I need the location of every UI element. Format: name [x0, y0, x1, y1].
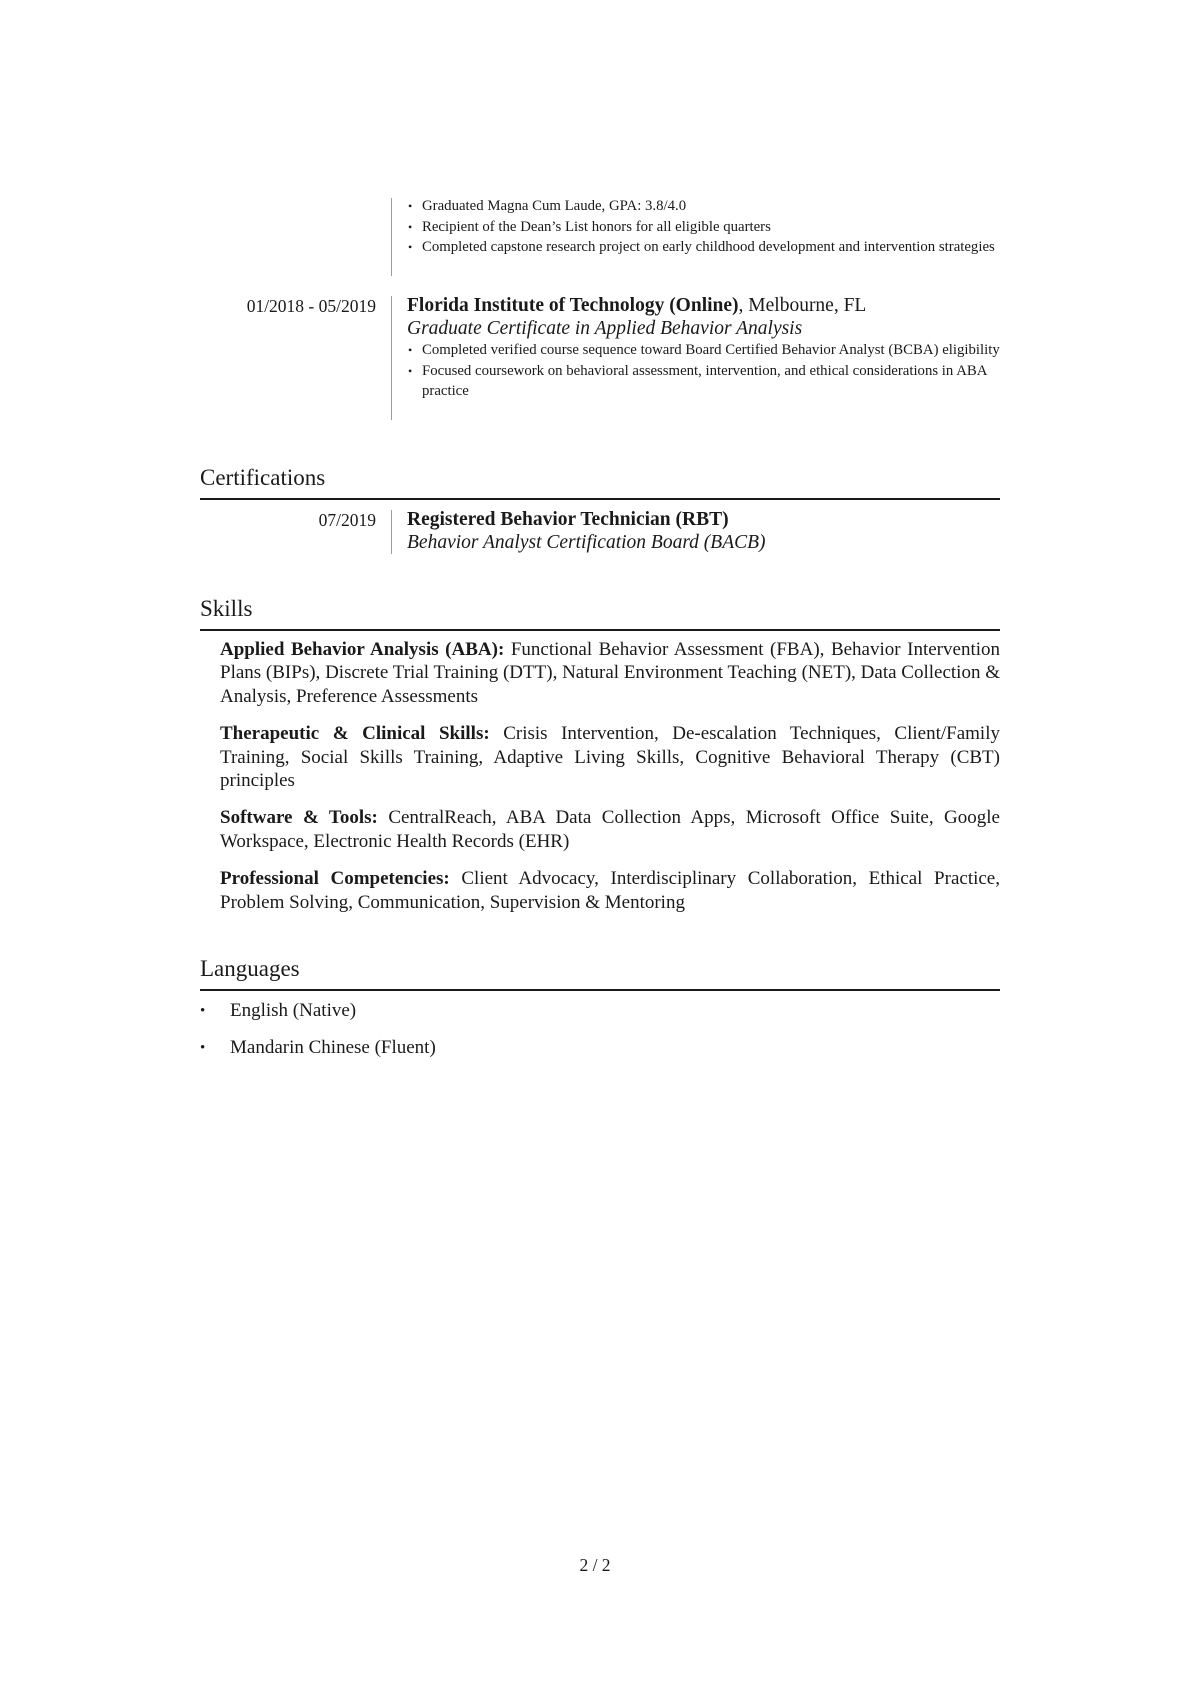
degree-name: Graduate Certificate in Applied Behavior Analysis [407, 318, 803, 339]
institution-location: , Melbourne, FL [738, 295, 867, 316]
entry-body [407, 508, 1000, 554]
education-entry-fit [200, 294, 1000, 424]
list-item: • Graduated Magna Cum Laude, GPA: 3.8/4.0 [407, 196, 1000, 217]
skill-group-text: Crisis Intervention, De-escalation Techniques, Client/Family Training, Social Skills Training, Adaptive Living Skills, Cognitive Behavioral Therapy (CBT) principles [220, 723, 1000, 792]
entry-title [407, 294, 1000, 317]
section-certifications [200, 464, 1000, 500]
skill-group-text: Client Advocacy, Interdisciplinary Collaboration, Ethical Practice, Problem Solving, Communication, Supervision & Mentoring [220, 868, 1000, 913]
list-item: • Recipient of the Dean’s List honors for all eligible quarters [407, 217, 1000, 238]
list-item: • Mandarin Chinese (Fluent) [200, 1036, 1000, 1060]
skill-group-label: Applied Behavior Analysis (ABA): [220, 639, 505, 660]
skill-group-text: Functional Behavior Assessment (FBA), Behavior Intervention Plans (BIPs), Discrete Trial Training (DTT), Natural Environment Teaching (NET), Data Collection & Analysis, Preference Assessments [220, 639, 1000, 707]
list-item: • Completed verified course sequence toward Board Certified Behavior Analyst (BCBA) eligibility [407, 340, 1000, 361]
skill-group-text: CentralReach, ABA Data Collection Apps, Microsoft Office Suite, Google Workspace, Electronic Health Records (EHR) [220, 807, 1000, 852]
section-divider [200, 629, 1000, 631]
skill-group-label: Therapeutic & Clinical Skills: [220, 723, 490, 745]
section-skills [200, 595, 1000, 631]
timeline-rule [391, 296, 392, 420]
list-item: • English (Native) [200, 999, 1000, 1023]
page-number: 2 / 2 [579, 1555, 611, 1575]
entry-date: 07/2019 [318, 510, 376, 530]
entry-body [407, 294, 1000, 402]
section-title: Languages [200, 956, 300, 981]
section-title: Certifications [200, 465, 326, 490]
certification-issuer: Behavior Analyst Certification Board (BACB) [407, 532, 766, 553]
section-divider [200, 498, 1000, 500]
achievement-list [407, 196, 1000, 258]
skill-group [220, 867, 1000, 914]
timeline-rule [391, 198, 392, 276]
education-entry-continued [200, 196, 1000, 278]
languages-list [200, 999, 1000, 1073]
skill-group-label: Professional Competencies: [220, 868, 450, 890]
timeline-rule [391, 510, 392, 554]
skills-list [220, 638, 1000, 928]
skill-group [220, 806, 1000, 853]
section-languages [200, 955, 1000, 991]
skill-group [220, 722, 1000, 792]
list-item: • Completed capstone research project on early childhood development and intervention strategies [407, 237, 1000, 258]
institution-name: Florida Institute of Technology (Online) [407, 295, 739, 316]
entry-date: 01/2018 - 05/2019 [246, 296, 376, 316]
certification-entry [200, 508, 1000, 558]
entry-body [407, 196, 1000, 258]
skill-group [220, 638, 1000, 708]
achievement-list [407, 340, 1000, 402]
section-divider [200, 989, 1000, 991]
section-title: Skills [200, 596, 253, 621]
list-item: • Focused coursework on behavioral assessment, intervention, and ethical considerations in ABA practice [407, 361, 1000, 402]
certification-title: Registered Behavior Technician (RBT) [407, 509, 729, 530]
skill-group-label: Software & Tools: [220, 807, 378, 829]
